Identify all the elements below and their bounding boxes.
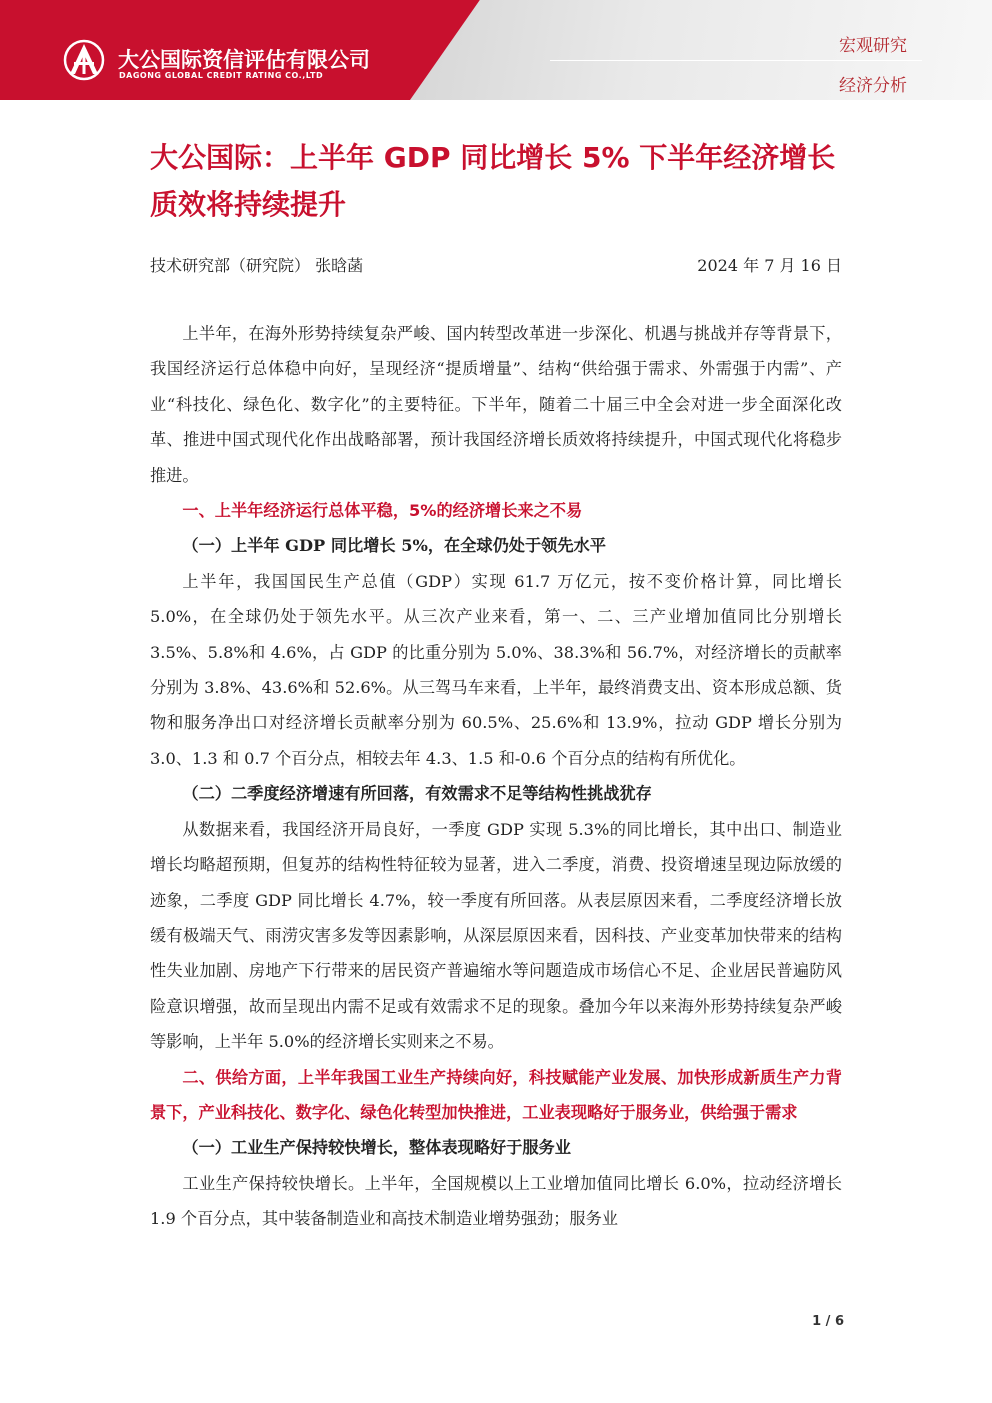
header-divider [550, 60, 922, 61]
category-tag-economy: 经济分析 [839, 76, 907, 96]
document-title: 大公国际：上半年 GDP 同比增长 5% 下半年经济增长质效将持续提升 [150, 141, 836, 221]
company-name-cn: 大公国际资信评估有限公司 [118, 48, 370, 72]
paragraph-q2: 从数据来看，我国经济开局良好，一季度 GDP 实现 5.3%的同比增长，其中出口、制造业增长均略超预期，但复苏的结构性特征较为显著，进入二季度，消费、投资增速呈现边际放缓的迹象，二季度 GDP 同比增长 4.7%，较一季度有所回落。从表层原因来看，二季度经济增长放缓有极端天气、雨涝灾害多发等因素影响，从深层原因来看，因科技、产业变革加快带来的结构性失业加剧、房地产下行带来的居民资产普遍缩水等问题造成市场信心不足、企业居民普遍防风险意识增强，故而呈现出内需不足或有效需求不足的现象。叠加今年以来海外形势持续复杂严峻等影响，上半年 5.0%的经济增长实则来之不易。 [150, 819, 842, 1052]
subsection-heading-2-1: （一）工业生产保持较快增长，整体表现略好于服务业 [182, 1138, 571, 1158]
category-tag-macro: 宏观研究 [839, 36, 907, 56]
section-heading-2: 二、供给方面，上半年我国工业生产持续向好，科技赋能产业发展、加快形成新质生产力背景下，产业科技化、数字化、绿色化转型加快推进，工业表现略好于服务业，供给强于需求 [150, 1067, 842, 1122]
intro-paragraph: 上半年，在海外形势持续复杂严峻、国内转型改革进一步深化、机遇与挑战并存等背景下，我国经济运行总体稳中向好，呈现经济“提质增量”、结构“供给强于需求、外需强于内需”、产业“科技化、绿色化、数字化”的主要特征。下半年，随着二十届三中全会对进一步全面深化改革、推进中国式现代化作出战略部署，预计我国经济增长质效将持续提升，中国式现代化将稳步推进。 [150, 324, 842, 485]
document-body [150, 316, 842, 1237]
publish-date: 2024 年 7 月 16 日 [697, 256, 842, 275]
author: 技术研究部（研究院） 张晗菡 [150, 256, 364, 275]
subsection-heading-1-2: （二）二季度经济增速有所回落，有效需求不足等结构性挑战犹存 [182, 784, 652, 804]
document-meta [150, 253, 842, 276]
company-name-en: DAGONG GLOBAL CREDIT RATING CO.,LTD [119, 71, 324, 80]
page-header [0, 0, 992, 100]
paragraph-gdp: 上半年，我国国民生产总值（GDP）实现 61.7 万亿元，按不变价格计算，同比增长 5.0%，在全球仍处于领先水平。从三次产业来看，第一、二、三产业增加值同比分别增长 3.5%、5.8%和 4.6%，占 GDP 的比重分别为 5.0%、38.3%和 56.7%，对经济增长的贡献率分别为 3.8%、43.6%和 52.6%。从三驾马车来看，上半年，最终消费支出、资本形成总额、货物和服务净出口对经济增长贡献率分别为 60.5%、25.6%和 13.9%，拉动 GDP 增长分别为 3.0、1.3 和 0.7 个百分点，相较去年 4.3、1.5 和-0.6 个百分点的结构有所优化。 [150, 571, 842, 768]
page-number: 1 / 6 [812, 1314, 844, 1329]
section-heading-1: 一、上半年经济运行总体平稳，5%的经济增长来之不易 [182, 501, 583, 521]
subsection-heading-1-1: （一）上半年 GDP 同比增长 5%，在全球仍处于领先水平 [182, 536, 606, 556]
dagong-logo-icon [62, 38, 106, 82]
paragraph-industry: 工业生产保持较快增长。上半年，全国规模以上工业增加值同比增长 6.0%，拉动经济增长 1.9 个百分点，其中装备制造业和高技术制造业增势强劲；服务业 [150, 1173, 842, 1229]
